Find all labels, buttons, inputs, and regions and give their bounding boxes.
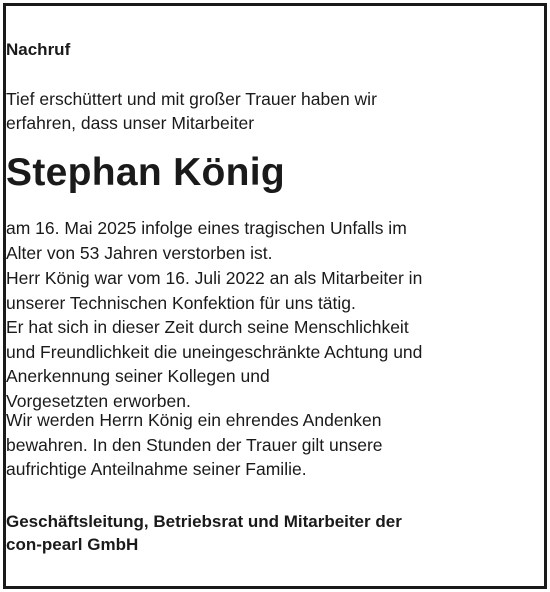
text-line: Anerkennung seiner Kollegen und (6, 366, 270, 386)
text-line: Wir werden Herrn König ein ehrendes Andenken (6, 410, 382, 430)
text-line: Vorgesetzten erworben. (6, 390, 191, 411)
death-details (6, 216, 544, 265)
deceased-name: Stephan König (6, 151, 286, 194)
intro-line: Tief erschüttert und mit großer Trauer haben wir (6, 89, 377, 109)
text-line: und Freundlichkeit die uneingeschränkte Achtung und (6, 341, 423, 362)
obituary-notice (3, 3, 547, 589)
career-paragraph (6, 266, 544, 413)
signature-line: Geschäftsleitung, Betriebsrat und Mitarbeiter der (6, 512, 402, 531)
condolence-paragraph (6, 408, 544, 482)
text-line: bewahren. In den Stunden der Trauer gilt unsere (6, 434, 383, 455)
text-line: unserer Technischen Konfektion für uns tätig. (6, 292, 356, 313)
notice-heading: Nachruf (6, 40, 71, 59)
intro-text (6, 87, 544, 135)
signature-line: con-pearl GmbH (6, 535, 139, 554)
text-line: Herr König war vom 16. Juli 2022 an als Mitarbeiter in (6, 268, 423, 288)
text-line: am 16. Mai 2025 infolge eines tragischen Unfalls im (6, 218, 407, 238)
intro-line: erfahren, dass unser Mitarbeiter (6, 113, 255, 133)
text-line: Er hat sich in dieser Zeit durch seine Menschlichkeit (6, 317, 409, 337)
text-line: aufrichtige Anteilnahme seiner Familie. (6, 459, 307, 479)
text-line: Alter von 53 Jahren verstorben ist. (6, 242, 273, 263)
signature-block (6, 510, 544, 556)
